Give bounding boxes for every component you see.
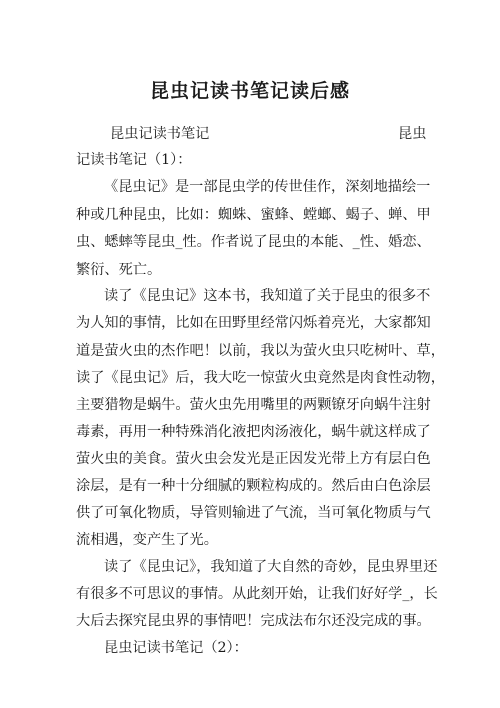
paragraph-line: 读了《昆虫记》这本书，我知道了关于昆虫的很多不 [104,288,431,304]
subtitle-right: 昆虫 [398,126,427,142]
document-title: 昆虫记读书笔记读后感 [149,80,350,102]
paragraph-line: 读了《昆虫记》，我知道了大自然的奇妙，昆虫界里还 [104,559,438,575]
subtitle-left: 昆虫记读书笔记 [110,126,210,142]
paragraph-line: 为人知的事情，比如在田野里经常闪烁着亮光，大家都知 [76,315,431,331]
paragraph-line: 记读书笔记（1）： [76,152,192,168]
paragraph-line: 有很多不可思议的事情。从此刻开始，让我们好好学_，长 [76,586,438,602]
paragraph-line: 繁衍、死亡。 [76,262,162,278]
paragraph-line: 主要猎物是蜗牛。萤火虫先用嘴里的两颗镣牙向蜗牛注射 [76,397,431,413]
paragraph-line: 大后去探究昆虫界的事情吧！完成法布尔还没完成的事。 [76,613,431,629]
paragraph-line: 毒素，再用一种特殊消化液把肉汤液化，蜗牛就这样成了 [76,424,431,440]
paragraph-line: 读了《昆虫记》后，我大吃一惊萤火虫竟然是肉食性动物， [76,370,445,386]
paragraph-line: 虫、蟋蟀等昆虫_性。作者说了昆虫的本能、_性、婚恋、 [76,234,431,250]
paragraph-line: 供了可氧化物质，导管则输进了气流，当可氧化物质与气 [76,505,431,521]
paragraph-line: 《昆虫记》是一部昆虫学的传世佳作，深刻地描绘一 [104,179,431,195]
paragraph-line: 萤火虫的美食。萤火虫会发光是正因发光带上方有层白色 [76,451,431,467]
paragraph-line: 种或几种昆虫，比如：蜘蛛、蜜蜂、螳螂、蝎子、蝉、甲 [76,207,431,223]
paragraph-line: 昆虫记读书笔记（2）： [104,640,248,656]
paragraph-line: 道是萤火虫的杰作吧！以前，我以为萤火虫只吃树叶、草， [76,343,445,359]
paragraph-line: 涂层，是有一种十分细腻的颗粒构成的。然后由白色涂层 [76,478,431,494]
paragraph-line: 流相遇，变产生了光。 [76,532,218,548]
